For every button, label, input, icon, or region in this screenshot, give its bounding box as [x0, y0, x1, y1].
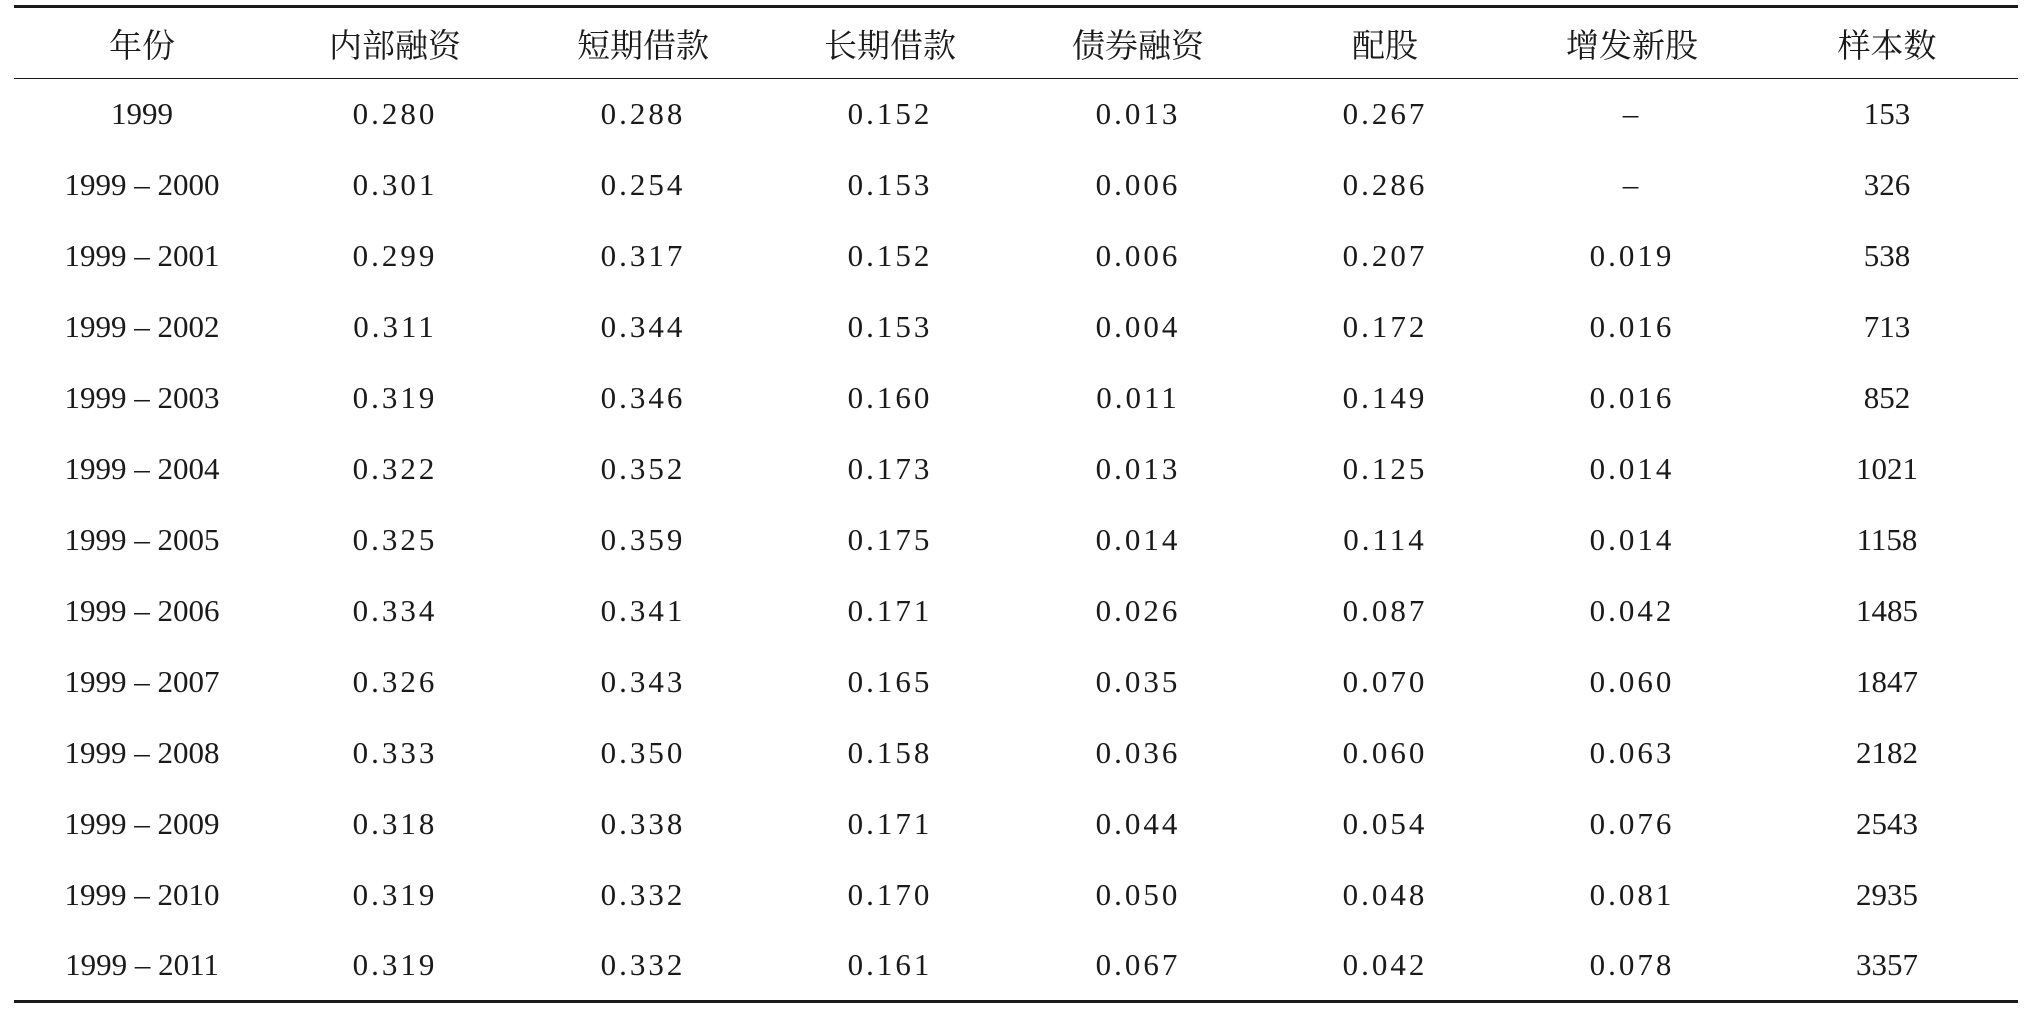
cell-bond-financing: 0.035	[1095, 664, 1181, 699]
cell-internal-financing: 0.311	[353, 309, 437, 344]
cell-bond-financing: 0.004	[1095, 309, 1181, 344]
table-row	[14, 931, 2018, 1002]
cell-rights-issue: 0.125	[1342, 451, 1428, 486]
cell-long-term-loans: 0.161	[847, 947, 933, 983]
table-row	[14, 363, 2018, 434]
header-internal-financing: 内部融资	[329, 25, 461, 65]
cell-seasoned-offering: 0.014	[1589, 522, 1675, 557]
cell-year: 1999 – 2002	[64, 309, 220, 344]
table-row	[14, 221, 2018, 292]
cell-seasoned-offering: 0.019	[1589, 238, 1675, 273]
cell-seasoned-offering: 0.016	[1589, 380, 1675, 415]
header-bond-financing: 债券融资	[1072, 25, 1204, 65]
cell-rights-issue: 0.054	[1342, 806, 1428, 841]
cell-year: 1999 – 2005	[64, 522, 220, 557]
cell-long-term-loans: 0.152	[847, 238, 933, 273]
cell-sample-size: 538	[1863, 238, 1911, 273]
cell-short-term-loans: 0.346	[600, 380, 686, 415]
cell-year: 1999 – 2008	[64, 735, 220, 770]
table-body	[14, 79, 2018, 1002]
cell-seasoned-offering: 0.063	[1589, 735, 1675, 770]
cell-short-term-loans: 0.359	[600, 522, 686, 557]
cell-seasoned-offering: 0.076	[1589, 806, 1675, 841]
table-header	[14, 7, 2018, 79]
cell-internal-financing: 0.319	[352, 877, 438, 912]
cell-internal-financing: 0.322	[352, 451, 438, 486]
cell-rights-issue: 0.060	[1342, 735, 1428, 770]
cell-long-term-loans: 0.170	[847, 877, 933, 912]
cell-seasoned-offering: –	[1622, 167, 1642, 202]
table-row	[14, 434, 2018, 505]
cell-sample-size: 326	[1863, 167, 1911, 202]
table-row	[14, 150, 2018, 221]
cell-year: 1999 – 2010	[64, 877, 220, 912]
cell-seasoned-offering: 0.042	[1589, 593, 1675, 628]
cell-year: 1999	[111, 96, 173, 132]
cell-short-term-loans: 0.317	[600, 238, 686, 273]
cell-short-term-loans: 0.341	[600, 593, 686, 628]
cell-rights-issue: 0.087	[1342, 593, 1428, 628]
cell-rights-issue: 0.286	[1342, 167, 1428, 202]
cell-year: 1999 – 2011	[65, 947, 219, 983]
cell-bond-financing: 0.006	[1095, 167, 1181, 202]
cell-internal-financing: 0.326	[352, 664, 438, 699]
table-row	[14, 718, 2018, 789]
cell-bond-financing: 0.067	[1095, 947, 1181, 983]
cell-sample-size: 1485	[1856, 593, 1918, 628]
cell-internal-financing: 0.319	[352, 947, 438, 983]
cell-sample-size: 2182	[1856, 735, 1918, 770]
table-row	[14, 860, 2018, 931]
cell-seasoned-offering: 0.016	[1589, 309, 1675, 344]
cell-short-term-loans: 0.288	[600, 96, 686, 132]
cell-internal-financing: 0.333	[352, 735, 438, 770]
cell-rights-issue: 0.114	[1343, 522, 1427, 557]
cell-short-term-loans: 0.338	[600, 806, 686, 841]
cell-rights-issue: 0.042	[1342, 947, 1428, 983]
cell-long-term-loans: 0.158	[847, 735, 933, 770]
cell-internal-financing: 0.299	[352, 238, 438, 273]
table-row	[14, 79, 2018, 150]
cell-internal-financing: 0.280	[352, 96, 438, 132]
cell-sample-size: 153	[1863, 96, 1911, 132]
cell-year: 1999 – 2003	[64, 380, 220, 415]
cell-year: 1999 – 2000	[64, 167, 220, 202]
cell-long-term-loans: 0.175	[847, 522, 933, 557]
cell-sample-size: 2543	[1856, 806, 1918, 841]
cell-seasoned-offering: 0.014	[1589, 451, 1675, 486]
header-seasoned-offering: 增发新股	[1566, 25, 1698, 65]
cell-seasoned-offering: 0.060	[1589, 664, 1675, 699]
cell-long-term-loans: 0.160	[847, 380, 933, 415]
cell-sample-size: 852	[1863, 380, 1911, 415]
cell-internal-financing: 0.325	[352, 522, 438, 557]
cell-seasoned-offering: –	[1622, 96, 1642, 132]
table-row	[14, 505, 2018, 576]
cell-rights-issue: 0.207	[1342, 238, 1428, 273]
cell-internal-financing: 0.301	[352, 167, 438, 202]
cell-rights-issue: 0.172	[1342, 309, 1428, 344]
cell-bond-financing: 0.013	[1095, 96, 1181, 132]
cell-bond-financing: 0.050	[1095, 877, 1181, 912]
cell-bond-financing: 0.036	[1095, 735, 1181, 770]
cell-seasoned-offering: 0.081	[1589, 877, 1675, 912]
financing-structure-table-container	[14, 5, 2018, 1003]
cell-rights-issue: 0.149	[1342, 380, 1428, 415]
cell-long-term-loans: 0.153	[847, 167, 933, 202]
cell-year: 1999 – 2007	[64, 664, 220, 699]
cell-bond-financing: 0.011	[1096, 380, 1180, 415]
cell-long-term-loans: 0.171	[847, 593, 933, 628]
cell-short-term-loans: 0.332	[600, 947, 686, 983]
cell-internal-financing: 0.334	[352, 593, 438, 628]
financing-structure-table	[14, 5, 2018, 1003]
cell-rights-issue: 0.048	[1342, 877, 1428, 912]
header-year: 年份	[109, 25, 175, 65]
cell-long-term-loans: 0.173	[847, 451, 933, 486]
cell-sample-size: 713	[1863, 309, 1911, 344]
cell-bond-financing: 0.006	[1095, 238, 1181, 273]
cell-short-term-loans: 0.343	[600, 664, 686, 699]
cell-year: 1999 – 2006	[64, 593, 220, 628]
cell-long-term-loans: 0.165	[847, 664, 933, 699]
cell-bond-financing: 0.013	[1095, 451, 1181, 486]
table-row	[14, 292, 2018, 363]
cell-bond-financing: 0.044	[1095, 806, 1181, 841]
cell-sample-size: 3357	[1856, 947, 1918, 983]
cell-sample-size: 2935	[1856, 877, 1918, 912]
cell-long-term-loans: 0.153	[847, 309, 933, 344]
table-row	[14, 576, 2018, 647]
cell-short-term-loans: 0.344	[600, 309, 686, 344]
cell-short-term-loans: 0.350	[600, 735, 686, 770]
cell-long-term-loans: 0.171	[847, 806, 933, 841]
cell-short-term-loans: 0.254	[600, 167, 686, 202]
header-row	[14, 7, 2018, 79]
header-sample-size: 样本数	[1837, 25, 1937, 65]
cell-year: 1999 – 2001	[64, 238, 220, 273]
cell-rights-issue: 0.267	[1342, 96, 1428, 132]
table-row	[14, 647, 2018, 718]
cell-seasoned-offering: 0.078	[1589, 947, 1675, 983]
cell-internal-financing: 0.319	[352, 380, 438, 415]
cell-sample-size: 1021	[1856, 451, 1918, 486]
cell-rights-issue: 0.070	[1342, 664, 1428, 699]
cell-year: 1999 – 2004	[64, 451, 220, 486]
cell-bond-financing: 0.014	[1095, 522, 1181, 557]
cell-year: 1999 – 2009	[64, 806, 220, 841]
cell-long-term-loans: 0.152	[847, 96, 933, 132]
cell-sample-size: 1158	[1856, 522, 1918, 557]
cell-short-term-loans: 0.332	[600, 877, 686, 912]
cell-sample-size: 1847	[1856, 664, 1918, 699]
cell-internal-financing: 0.318	[352, 806, 438, 841]
header-long-term-loans: 长期借款	[824, 25, 956, 65]
table-row	[14, 789, 2018, 860]
cell-short-term-loans: 0.352	[600, 451, 686, 486]
cell-bond-financing: 0.026	[1095, 593, 1181, 628]
header-rights-issue: 配股	[1352, 25, 1418, 65]
header-short-term-loans: 短期借款	[577, 25, 709, 65]
